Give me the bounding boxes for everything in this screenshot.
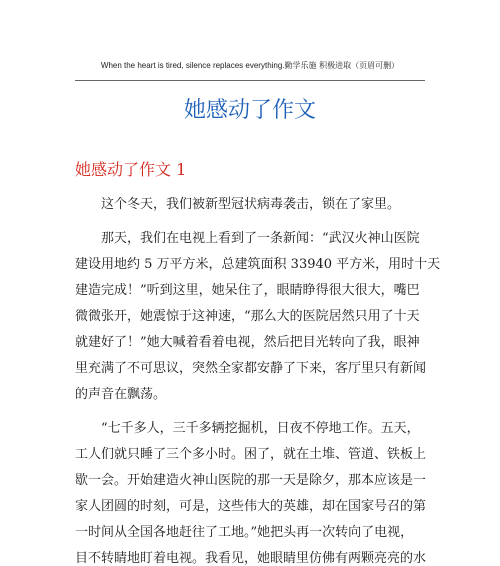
text-line: 目不转睛地盯着电视。我看见，她眼睛里仿佛有两颗亮亮的水 — [75, 551, 427, 566]
paragraph — [75, 226, 441, 408]
header-divider — [75, 80, 425, 81]
text-line: 家人团圆的时刻，可是，这些伟大的英雄，却在国家号召的第 — [75, 499, 427, 514]
text-line: 这个冬天，我们被新型冠状病毒袭击，锁在了家里。 — [101, 197, 401, 212]
page-header — [75, 60, 425, 72]
document-title: 她感动了作文 — [183, 98, 316, 123]
text-line: 就建好了！”她大喊着看着电视，然后把目光转向了我，眼神 — [75, 335, 420, 350]
text-line: 微微张开，她震惊于这神速，“那么大的医院居然只用了十天 — [75, 309, 420, 324]
paragraph — [75, 192, 415, 218]
text-line: 的声音在飘荡。 — [75, 387, 167, 402]
text-line: “七千多人，三千多辆挖掘机，日夜不停地工作。五天， — [101, 421, 420, 436]
header-chinese-text: 勤学乐施 积极进取（页眉可删） — [284, 61, 400, 70]
header-latin-text: When the heart is tired, silence replaces everything. — [100, 61, 285, 70]
text-line: 工人们就只睡了三个多小时。困了，就在土堆、管道、铁板上 — [75, 447, 427, 462]
text-line: 一时间从全国各地赶往了工地。”她把头再一次转向了电视， — [75, 525, 414, 540]
text-line: 建设用地约 5 万平方米，总建筑面积 33940 平方米，用时十天 — [75, 257, 441, 272]
text-line: 歇一会。开始建造火神山医院的那一天是除夕，那本应该是一 — [75, 473, 427, 488]
text-line: 建造完成！”听到这里，她呆住了，眼睛睁得很大很大，嘴巴 — [75, 283, 420, 298]
section-heading: 她感动了作文 1 — [75, 160, 187, 179]
body-text — [75, 192, 441, 566]
paragraph — [75, 416, 427, 566]
text-line: 那天，我们在电视上看到了一条新闻：“武汉火神山医院 — [101, 231, 420, 246]
text-line: 里充满了不可思议，突然全家都安静了下来，客厅里只有新闻 — [75, 361, 427, 376]
